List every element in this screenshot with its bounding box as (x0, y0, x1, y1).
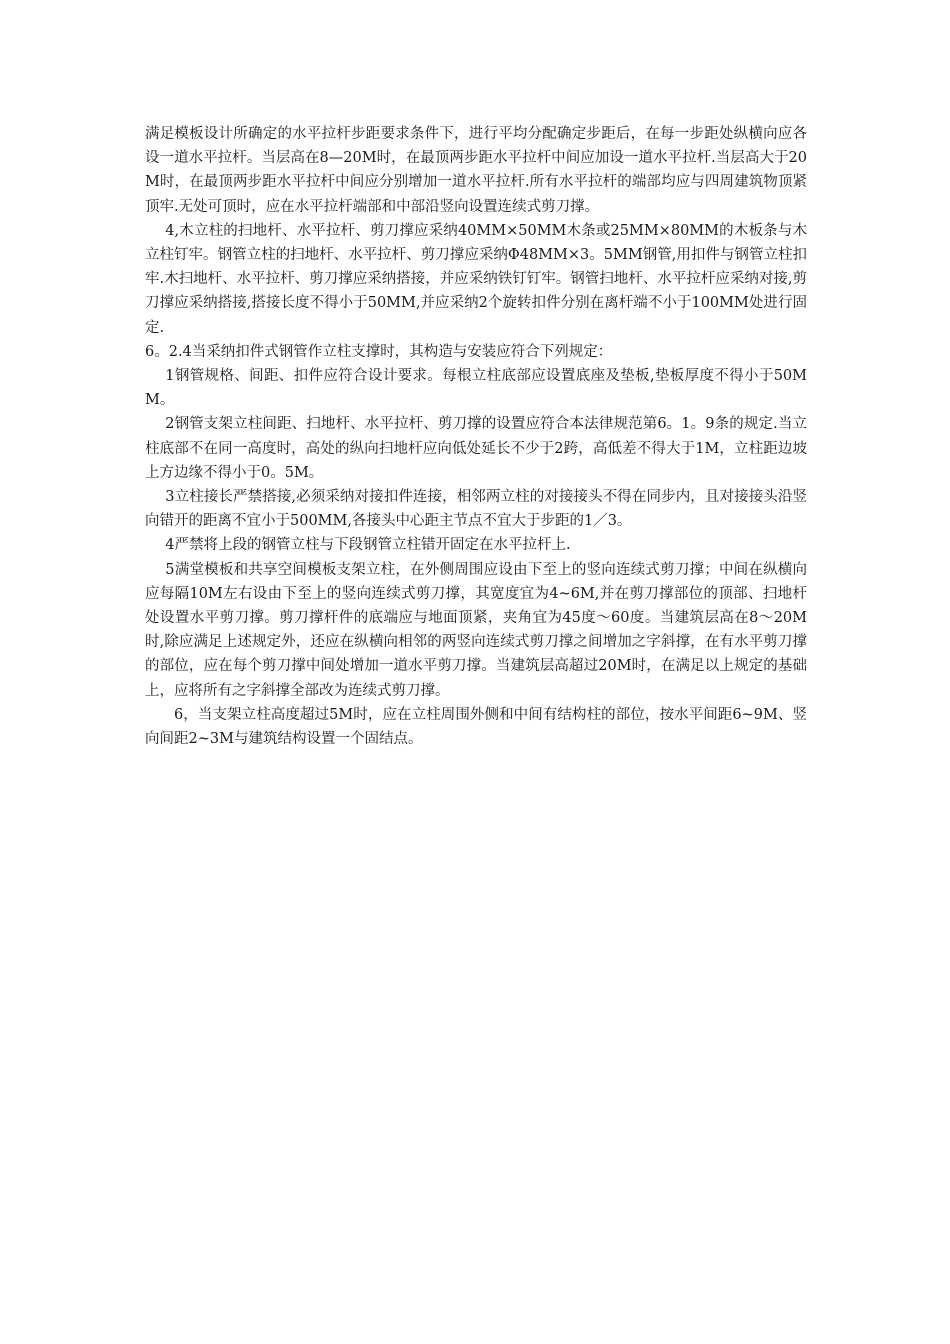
paragraph-item-3: 3立柱接长严禁搭接,必须采纳对接扣件连接，相邻两立柱的对接接头不得在同步内，且对接接头沿竖向错开的距离不宜小于500MM,各接头中心距主节点不宜大于步距的1／3。 (145, 489, 807, 530)
paragraph-item-4: 4,木立柱的扫地杆、水平拉杆、剪刀撑应采纳40MM×50MM木条或25MM×80MM的木板条与木立柱钉牢。钢管立柱的扫地杆、水平拉杆、剪刀撑应采纳Φ48MM×3。5MM钢管,用扣件与钢管立柱扣牢.木扫地杆、水平拉杆、剪刀撑应采纳搭接，并应采纳铁钉钉牢。钢管扫地杆、水平拉杆应采纳对接,剪刀撑应采纳搭接,搭接长度不得小于50MM,并应采纳2个旋转扣件分别在离杆端不小于100MM处进行固定. (145, 222, 807, 336)
section-heading-6-2-4: 6。2.4当采纳扣件式钢管作立柱支撑时，其构造与安装应符合下列规定： (145, 343, 613, 360)
paragraph-item-1: 1钢管规格、间距、扣件应符合设计要求。每根立柱底部应设置底座及垫板,垫板厚度不得小于50MM。 (145, 368, 807, 409)
document-body (145, 122, 807, 751)
paragraph-item-5: 5满堂模板和共享空间模板支架立柱，在外侧周围应设由下至上的竖向连续式剪刀撑；中间在纵横向应每隔10M左右设由下至上的竖向连续式剪刀撑，其宽度宜为4~6M,并在剪刀撑部位的顶部、扫地杆处设置水平剪刀撑。剪刀撑杆件的底端应与地面顶紧，夹角宜为45度～60度。当建筑层高在8～20M时,除应满足上述规定外，还应在纵横向相邻的两竖向连续式剪刀撑之间增加之字斜撑，在有水平剪刀撑的部位，应在每个剪刀撑中间处增加一道水平剪刀撑。当建筑层高超过20M时，在满足以上规定的基础上，应将所有之字斜撑全部改为连续式剪刀撑。 (145, 561, 807, 699)
paragraph-item-2: 2钢管支架立柱间距、扫地杆、水平拉杆、剪刀撑的设置应符合本法律规范第6。1。9条的规定.当立柱底部不在同一高度时，高处的纵向扫地杆应向低处延长不少于2跨，高低差不得大于1M，立柱距边坡上方边缘不得小于0。5M。 (145, 416, 807, 481)
paragraph-item-4b: 4严禁将上段的钢管立柱与下段钢管立柱错开固定在水平拉杆上. (165, 537, 571, 554)
paragraph-continuation: 满足模板设计所确定的水平拉杆步距要求条件下，进行平均分配确定步距后，在每一步距处纵横向应各设一道水平拉杆。当层高在8—20M时，在最顶两步距水平拉杆中间应加设一道水平拉杆.当层高大于20M时，在最顶两步距水平拉杆中间应分别增加一道水平拉杆.所有水平拉杆的端部均应与四周建筑物顶紧顶牢.无处可顶时，应在水平拉杆端部和中部沿竖向设置连续式剪刀撑。 (145, 126, 807, 215)
paragraph-item-6: 6，当支架立柱高度超过5M时，应在立柱周围外侧和中间有结构柱的部位，按水平间距6~9M、竖向间距2~3M与建筑结构设置一个固结点。 (145, 706, 807, 748)
